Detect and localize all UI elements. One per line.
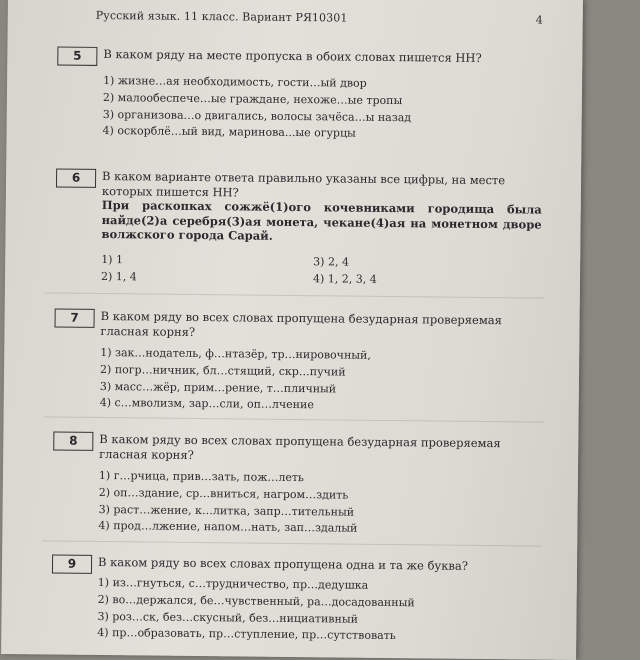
answer-option-2[interactable]: 2) погр…ничник, бл…стящий, скр…пучий xyxy=(100,362,346,379)
section-divider xyxy=(44,416,544,422)
question-number-box: 8 xyxy=(53,431,93,450)
answer-options xyxy=(100,345,541,417)
question-number-box: 5 xyxy=(57,47,97,66)
question-5 xyxy=(57,47,547,141)
answer-option-4[interactable]: 4) прод…лжение, напом…нать, зап…здалый xyxy=(98,519,358,536)
question-sentence: При раскопках сожжё(1)ого кочевниками городища была найде(2)а серебря(3)ая монета, чекане(4)ая на монетном дворе волжского города Сарай. xyxy=(101,197,542,243)
answer-option-3[interactable]: 3) раст…жение, к…литка, запр…тительный xyxy=(98,502,355,519)
answer-option-1[interactable]: 1) жизне…ая необходимость, гости…ый двор xyxy=(103,74,367,90)
question-text: В каком ряду во всех словах пропущена безударная проверяемая гласная корня? xyxy=(100,308,502,339)
answer-option-2[interactable]: 2) во…держался, бе…чувственный, ра…досадованный xyxy=(97,592,415,610)
question-7 xyxy=(55,308,545,412)
answer-option-4[interactable]: 4) оскорблё…ый вид, маринова...ые огурцы xyxy=(102,124,356,141)
answer-option-2[interactable]: 2) малообеспече…ые граждане, нехоже…ые тропы xyxy=(102,90,403,107)
question-number-box: 6 xyxy=(56,169,96,188)
section-divider xyxy=(42,540,542,546)
answer-option-4[interactable]: 4) пр…образовать, пр…ступление, пр…сутствовать xyxy=(97,626,396,643)
answer-option-4[interactable]: 4) 1, 2, 3, 4 xyxy=(312,272,377,286)
answer-option-1[interactable]: 1) 1 xyxy=(101,252,124,267)
question-9 xyxy=(52,554,542,643)
section-divider xyxy=(45,292,545,298)
question-8 xyxy=(53,431,543,536)
question-text: В каком ряду во всех словах пропущена безударная проверяемая гласная корня? xyxy=(99,431,501,462)
question-number-box: 9 xyxy=(52,554,92,573)
exam-sheet xyxy=(1,0,583,660)
answer-option-2[interactable]: 2) оп…здание, ср…вниться, нагром…здить xyxy=(98,485,349,502)
question-number-box: 7 xyxy=(55,309,95,328)
question-text-block xyxy=(101,169,542,246)
answer-option-1[interactable]: 1) из…гнуться, с…трудничество, пр…дедушка xyxy=(97,575,369,592)
question-text: В каком варианте ответа правильно указаны все цифры, на месте которых пишется НН? xyxy=(101,168,506,199)
answer-options xyxy=(102,73,543,145)
page-number: 4 xyxy=(535,13,543,27)
answer-option-3[interactable]: 3) масс…жёр, прим…рение, т…пличный xyxy=(99,379,337,396)
answer-options xyxy=(98,468,539,540)
question-text: В каком ряду на месте пропуска в обоих словах пишется НН? xyxy=(103,47,482,65)
question-text: В каком ряду во всех словах пропущена одна и та же буква? xyxy=(97,554,469,573)
answer-options xyxy=(97,575,538,647)
answer-option-3[interactable]: 3) роз…ск, без…скусный, без…нициативный xyxy=(97,609,359,626)
question-6 xyxy=(56,168,546,286)
answer-option-1[interactable]: 1) зак…нодатель, ф…нтазёр, тр…нировочный, xyxy=(100,345,371,362)
answer-option-3[interactable]: 3) 2, 4 xyxy=(313,255,350,269)
page-header-title: Русский язык. 11 класс. Вариант РЯ10301 xyxy=(95,8,348,25)
answer-options xyxy=(100,251,541,286)
answer-option-1[interactable]: 1) г…рчица, прив…зать, пож…леть xyxy=(98,468,305,485)
answer-option-4[interactable]: 4) с…мволизм, зар…сли, оп…лчение xyxy=(99,396,314,412)
answer-option-2[interactable]: 2) 1, 4 xyxy=(100,269,137,284)
answer-option-3[interactable]: 3) организова…о двигались, волосы зачёса…ы назад xyxy=(102,107,412,124)
